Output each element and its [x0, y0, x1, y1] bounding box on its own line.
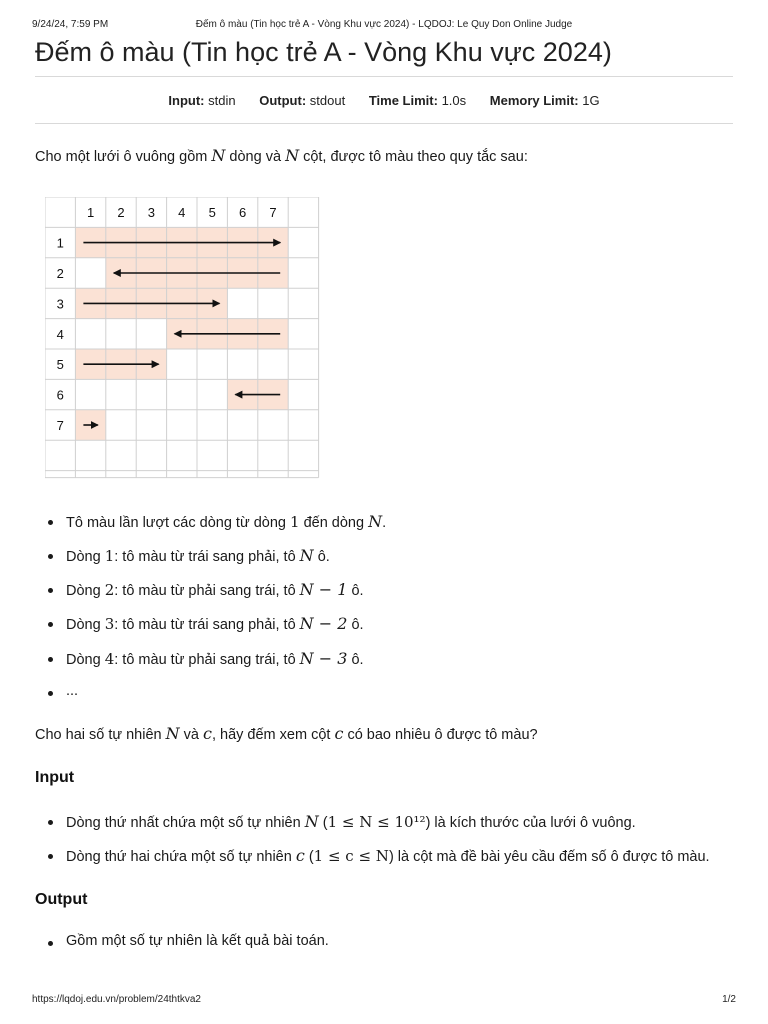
row-label: 7 [56, 418, 64, 433]
list-bullet [48, 622, 53, 627]
list-bullet [48, 820, 53, 825]
input-item-2: Dòng thứ hai chứa một số tự nhiên c (1 ≤ c ≤ N) là cột mà đề bài yêu cầu đếm số ô được tô màu. [66, 846, 710, 865]
input-item-1: Dòng thứ nhất chứa một số tự nhiên N (1 ≤ N ≤ 10¹²) là kích thước của lưới ô vuông. [66, 812, 636, 831]
row-label: 1 [56, 235, 64, 251]
print-header [32, 19, 736, 33]
print-page-title: Đếm ô màu (Tin học trẻ A - Vòng Khu vực 2024) - LQDOJ: Le Quy Don Online Judge [195, 19, 573, 30]
rule-item-5: Dòng 4: tô màu từ phải sang trái, tô N − 3 ô. [66, 649, 364, 668]
input-heading: Input [35, 769, 75, 786]
divider [35, 123, 733, 124]
column-label: 4 [178, 205, 186, 221]
limit-input: Input: stdin [168, 93, 236, 108]
list-bullet [48, 520, 53, 525]
rule-item-4: Dòng 3: tô màu từ trái sang phải, tô N − 2 ô. [66, 614, 364, 633]
rule-item-6: ... [66, 683, 79, 699]
print-datetime: 9/24/24, 7:59 PM [32, 19, 109, 30]
list-bullet [48, 588, 53, 593]
list-bullet [48, 554, 53, 559]
problem-limits [35, 93, 733, 108]
rule-item-1: Tô màu lần lượt các dòng từ dòng 1 đến dòng N. [66, 512, 387, 531]
row-label: 6 [56, 387, 64, 403]
row-label: 4 [56, 326, 64, 342]
divider [35, 76, 733, 77]
column-label: 3 [147, 205, 156, 221]
limit-memory: Memory Limit: 1G [489, 93, 600, 108]
column-label: 2 [117, 205, 125, 221]
print-page-number: 1/2 [722, 994, 736, 1005]
column-label: 6 [238, 205, 247, 221]
list-bullet [48, 657, 53, 662]
column-label: 1 [86, 205, 95, 221]
list-bullet [48, 941, 53, 946]
list-bullet [48, 691, 53, 696]
intro-paragraph: Cho một lưới ô vuông gồm N dòng và N cột, được tô màu theo quy tắc sau: [35, 146, 528, 165]
page-title: Đếm ô màu (Tin học trẻ A - Vòng Khu vực 2024) [35, 37, 612, 67]
row-label: 2 [56, 266, 64, 281]
rule-item-3: Dòng 2: tô màu từ phải sang trái, tô N − 1 ô. [66, 580, 364, 599]
output-heading: Output [35, 891, 88, 908]
list-bullet [48, 854, 53, 859]
print-footer [32, 994, 736, 1008]
output-item-1: Gồm một số tự nhiên là kết quả bài toán. [66, 933, 329, 949]
row-label: 5 [56, 357, 64, 373]
print-url: https://lqdoj.edu.vn/problem/24thtkva2 [32, 994, 201, 1005]
column-label: 7 [269, 205, 277, 221]
limit-output: Output: stdout [259, 93, 346, 108]
question-paragraph: Cho hai số tự nhiên N và c, hãy đếm xem cột c có bao nhiêu ô được tô màu? [35, 724, 538, 743]
row-label: 3 [56, 296, 64, 312]
rule-item-2: Dòng 1: tô màu từ trái sang phải, tô N ô. [66, 546, 330, 565]
limit-time: Time Limit: 1.0s [368, 93, 467, 108]
coloring-grid-figure [45, 197, 320, 479]
column-label: 5 [208, 205, 216, 221]
